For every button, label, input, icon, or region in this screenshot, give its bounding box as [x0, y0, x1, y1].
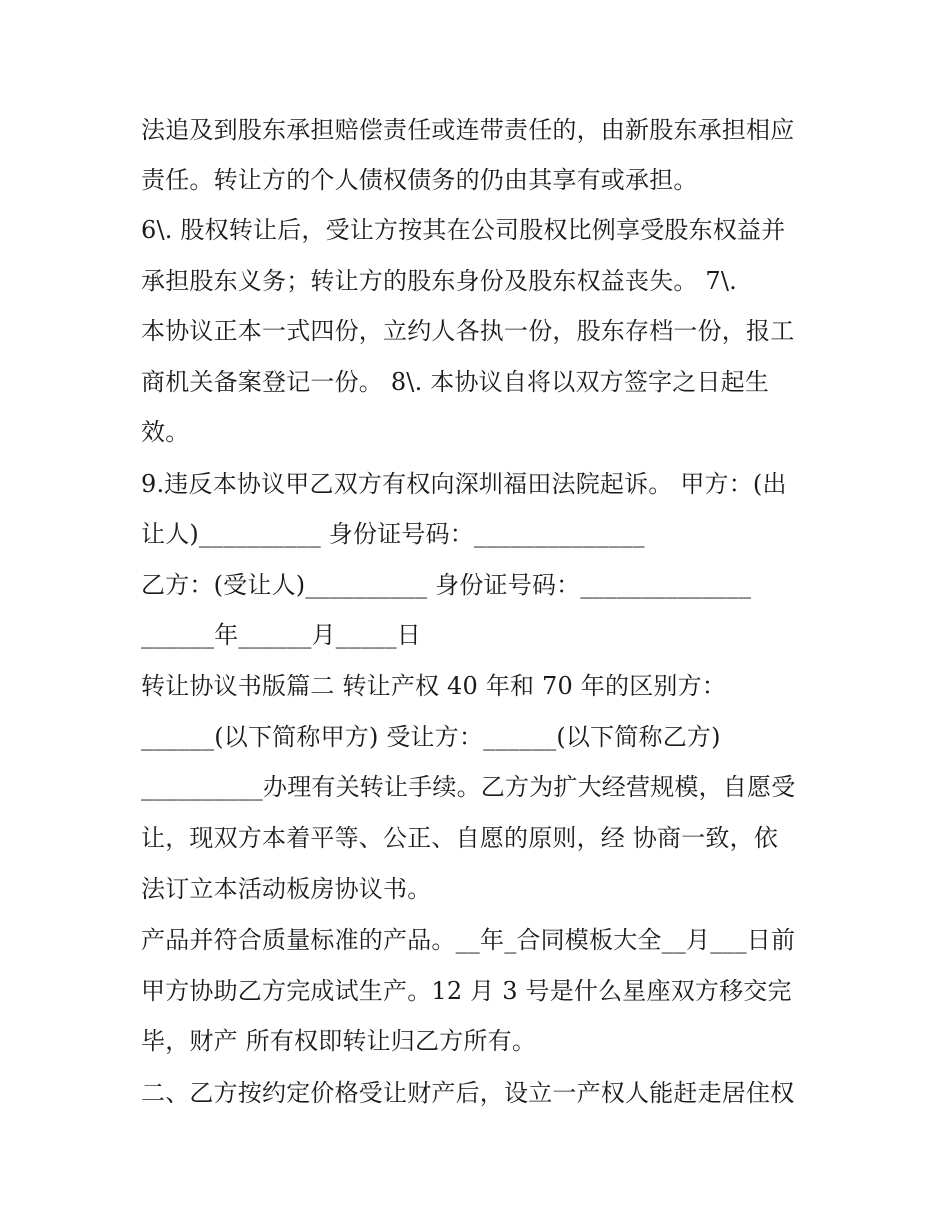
text-line: 6\. 股权转让后，受让方按其在公司股权比例享受股东权益并 [141, 216, 786, 244]
text-line: 9.违反本协议甲乙双方有权向深圳福田法院起诉。 甲方：(出 [141, 470, 787, 498]
text-line: ______年______月_____日 [141, 621, 421, 649]
text-line: 责任。转让方的个人债权债务的仍由其享有或承担。 [141, 166, 698, 194]
text-line: 乙方：(受让人)__________ 身份证号码：______________ [141, 571, 752, 599]
text-line: 毕，财产 所有权即转让归乙方所有。 [141, 1027, 537, 1055]
text-line: 商机关备案登记一份。 8\. 本协议自将以双方签字之日起生 [141, 368, 770, 396]
text-line: 本协议正本一式四份，立约人各执一份，股东存档一份，报工 [141, 317, 795, 345]
text-line: 效。 [141, 418, 190, 446]
text-line: __________办理有关转让手续。乙方为扩大经营规模，自愿受 [141, 773, 796, 801]
text-line: 甲方协助乙方完成试生产。12 月 3 号是什么星座双方移交完 [141, 977, 792, 1005]
text-line: 让人)__________ 身份证号码：______________ [141, 520, 645, 548]
text-line: 承担股东义务；转让方的股东身份及股东权益丧失。 7\. [141, 267, 738, 295]
text-line: 让，现双方本着平等、公正、自愿的原则，经 协商一致，依 [141, 824, 779, 852]
text-line: 法追及到股东承担赔偿责任或连带责任的，由新股东承担相应 [141, 116, 795, 144]
text-line: 法订立本活动板房协议书。 [141, 875, 432, 903]
text-line: 转让协议书版篇二 转让产权 40 年和 70 年的区别方： [141, 672, 727, 700]
text-line: ______(以下简称甲方) 受让方：______(以下简称乙方) [141, 723, 721, 751]
text-line: 产品并符合质量标准的产品。__年_合同模板大全__月___日前 [141, 926, 796, 954]
text-line: 二、乙方按约定价格受让财产后，设立一产权人能赶走居住权 [141, 1079, 795, 1107]
